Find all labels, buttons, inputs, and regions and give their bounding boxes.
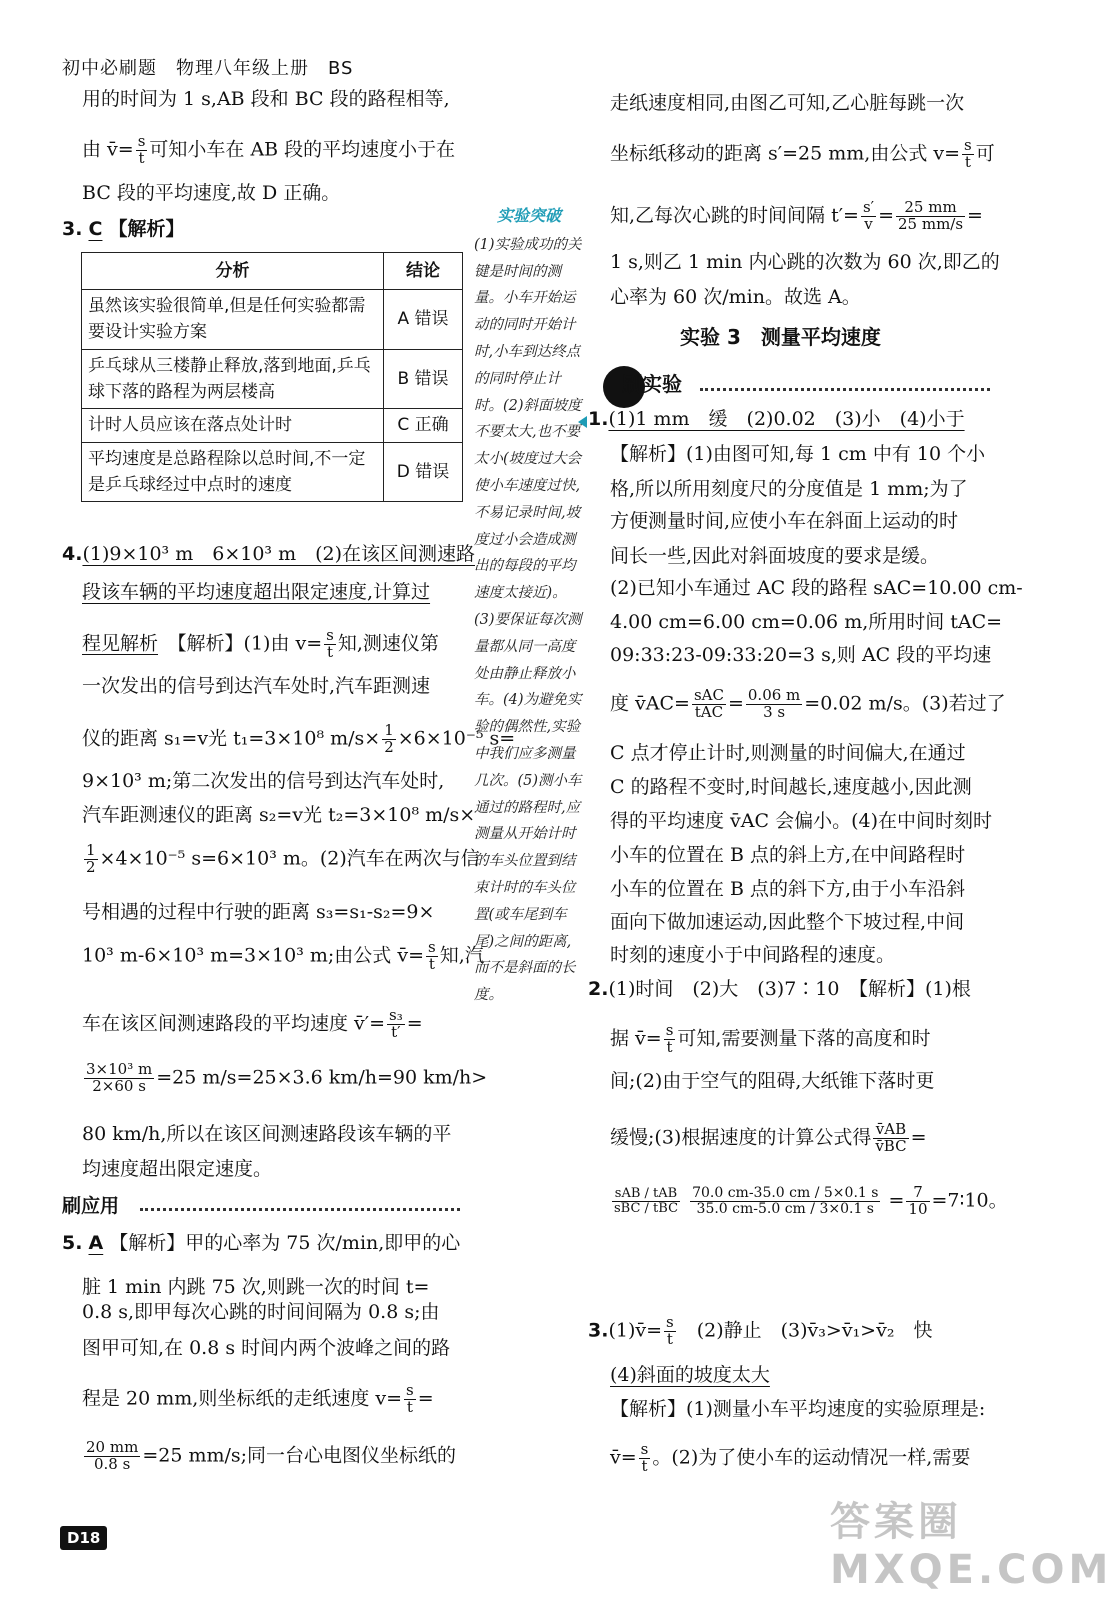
text-line: 方便测量时间,应使小车在斜面上运动的时 [610,510,959,532]
section-divider [700,388,990,391]
table-row [82,442,463,502]
table-cell: D 错误 [384,442,463,502]
question-5: 5. A 【解析】甲的心率为 75 次/min,即甲的心 [62,1232,461,1254]
text-line: 【解析】(1)由图可知,每 1 cm 中有 10 个小 [610,443,986,465]
text-line: 程见解析 【解析】(1)由 v= $\frac{s}{t}$ 知,测速仪第 [82,626,439,661]
text-line: 小车的位置在 B 点的斜下方,由于小车沿斜 [610,878,966,900]
table-cell: C 正确 [384,409,463,442]
table-row [82,290,463,350]
text-line: 缓慢;(3)根据速度的计算公式得 $\frac{v̄AB}{v̄BC}$ = [610,1120,927,1155]
running-header: 初中必刷题 物理八年级上册 BS [62,58,354,79]
text-line: 0.8 s,即甲每次心跳的时间间隔为 0.8 s;由 [82,1301,440,1323]
section-title-experiment: 刷实验 [622,372,682,396]
text-line: 图甲可知,在 0.8 s 时间内两个波峰之间的路 [82,1337,451,1359]
text-line: 80 km/h,所以在该区间测速路段该车辆的平 [82,1123,452,1145]
text-line: 程是 20 mm,则坐标纸的走纸速度 v= $\frac{s}{t}$ = [82,1381,434,1416]
table-cell: 虽然该实验很简单,但是任何实验都需要设计实验方案 [82,290,384,350]
experiment-3-answer: 3.(1)v̄= $\frac{s}{t}$ (2)静止 (3)v̄₃>v̄₁>v̄₂ 快 [588,1313,933,1348]
text-line: $\frac{\text{3×10³ m}}{2\times 60 s}$ =25 m/s=25×3.6 km/h=90 km/h> [86,1060,488,1095]
text-line: C 点才停止计时,则测量的时间偏大,在通过 [610,742,966,764]
table-cell: A 错误 [384,290,463,350]
text-line: 段该车辆的平均速度超出限定速度,计算过 [82,581,431,603]
table-header-cell: 结论 [384,253,463,290]
pointer-arrow-icon [578,416,587,428]
text-line: 面向下做加速运动,因此整个下坡过程,中间 [610,911,965,933]
note-text: (1)实验成功的关键是时间的测量。小车开始运动的同时开始计时,小车到达终点的同时停止计时。(2)斜面坡度不要太大,也不要太小(坡度过大会使小车速度过快,不易记录时间,坡度过小会造成测出的每段的平均速度太接近)。(3)要保证每次测量都从同一高度处由静止释放小车。(4)为避免实验的偶然性,实验中我们应多测量几次。(5)测小车通过的路程时,应测量从开始计时的车头位置到结束计时的车头位置(或车尾到车尾)之间的距离,而不是斜面的长度。 [474,236,582,1004]
text-line: 09:33:23-09:33:20=3 s,则 AC 段的平均速 [610,644,992,666]
section-divider [140,1208,460,1211]
table-cell: 平均速度是总路程除以总时间,不一定是乒乓球经过中点时的速度 [82,442,384,502]
text-line: 脏 1 min 内跳 75 次,则跳一次的时间 t= [82,1276,430,1298]
text-line: 据 v̄= $\frac{s}{t}$ 可知,需要测量下落的高度和时 [610,1021,931,1056]
text-line: 仪的距离 s₁=v光 t₁=3×10⁸ m/s× $\frac{1}{2}$ ×6×10⁻⁵ s= [82,721,516,756]
text-line: 号相遇的过程中行驶的距离 s₃=s₁-s₂=9× [82,901,435,923]
experiment-tips-note [474,203,584,1009]
experiment-2-answer: 2.(1)时间 (2)大 (3)7∶10 【解析】(1)根 [588,978,971,1000]
text-line: BC 段的平均速度,故 D 正确。 [82,182,341,204]
text-line: 时刻的速度小于中间路程的速度。 [610,944,896,966]
section-title-apply: 刷应用 [62,1195,120,1217]
text-line: 一次发出的信号到达汽车处时,汽车距测速 [82,675,431,697]
watermark: 答案圈 MXQE.COM [830,1499,1112,1593]
text-line: 均速度超出限定速度。 [82,1158,273,1180]
text-line: 走纸速度相同,由图乙可知,乙心脏每跳一次 [610,92,965,114]
text-line: 用的时间为 1 s,AB 段和 BC 段的路程相等, [82,88,450,110]
text-line: 小车的位置在 B 点的斜上方,在中间路程时 [610,844,966,866]
text-line: 由 v̄= $\frac{s}{t}$ 可知小车在 AB 段的平均速度小于在 [82,132,456,167]
text-line: (4)斜面的坡度太大 [610,1364,770,1386]
text-line: 车在该区间测速路段的平均速度 v̄′= $\frac{\text{s₃}}{t'}$ = [82,1006,423,1041]
table-row [82,409,463,442]
experiment-title: 实验 3 测量平均速度 [680,325,881,349]
text-line: 知,乙每次心跳的时间间隔 t′= $\frac{s'}{v}$ = $\frac{25 mm}{25 mm/s}$ = [610,198,983,233]
text-line: 4.00 cm=6.00 cm=0.06 m,所用时间 tAC= [610,611,1003,633]
complex-fraction-line: sAB / tAB sBC / tBC $\frac{70.0 cm-35.0 cm / 5\times 0.1 s}{35.0 cm-5.0 cm / 3\times 0.1 s}$ = $\frac{7}{10}$ =7∶10。 [614,1183,1008,1218]
analysis-table [81,252,463,502]
text-line: 坐标纸移动的距离 s′=25 mm,由公式 v= $\frac{s}{t}$ 可 [610,136,995,171]
text-line: 【解析】(1)测量小车平均速度的实验原理是: [610,1398,986,1420]
text-line: 10³ m-6×10³ m=3×10³ m;由公式 v̄= $\frac{s}{t}$ 知,汽 [82,938,484,973]
text-line: $\frac{20 mm}{0.8 s}$ =25 mm/s;同一台心电图仪坐标纸的 [86,1438,457,1473]
question-4-answer: 4.(1)9×10³ m 6×10³ m (2)在该区间测速路 [62,543,475,565]
text-line: $\frac{1}{2}$ ×4×10⁻⁵ s=6×10³ m。(2)汽车在两次与信 [86,841,480,876]
note-title: 实验突破 [496,206,561,225]
table-header-cell: 分析 [82,253,384,290]
text-line: 间;(2)由于空气的阻碍,大纸锥下落时更 [610,1070,935,1092]
question-3: 3. C 【解析】 [62,218,185,240]
table-header-row [82,253,463,290]
text-line: 得的平均速度 v̄AC 会偏小。(4)在中间时刻时 [610,810,992,832]
page-number: D18 [60,1526,107,1550]
experiment-1-answer: 1.(1)1 mm 缓 (2)0.02 (3)小 (4)小于 [588,408,965,430]
text-line: 9×10³ m;第二次发出的信号到达汽车处时, [82,770,445,792]
text-line: 格,所以所用刻度尺的分度值是 1 mm;为了 [610,478,968,500]
text-line: 1 s,则乙 1 min 内心跳的次数为 60 次,即乙的 [610,251,1000,273]
text-line: (2)已知小车通过 AC 段的路程 sAC=10.00 cm- [610,577,1023,599]
table-cell: 乒乓球从三楼静止释放,落到地面,乒乓球下落的路程为两层楼高 [82,349,384,409]
table-cell: B 错误 [384,349,463,409]
text-line: 汽车距测速仪的距离 s₂=v光 t₂=3×10⁸ m/s× [82,804,476,826]
text-line: 间长一些,因此对斜面坡度的要求是缓。 [610,545,940,567]
table-row [82,349,463,409]
table-cell: 计时人员应该在落点处计时 [82,409,384,442]
text-line: C 的路程不变时,时间越长,速度越小,因此测 [610,776,972,798]
text-line: 心率为 60 次/min。故选 A。 [610,286,861,308]
text-line: v̄= $\frac{s}{t}$ 。(2)为了使小车的运动情况一样,需要 [610,1440,971,1475]
text-line: 度 v̄AC= sAC tAC = $\frac{0.06 m}{3 s}$ =0.02 m/s。(3)若过了 [610,686,1006,721]
